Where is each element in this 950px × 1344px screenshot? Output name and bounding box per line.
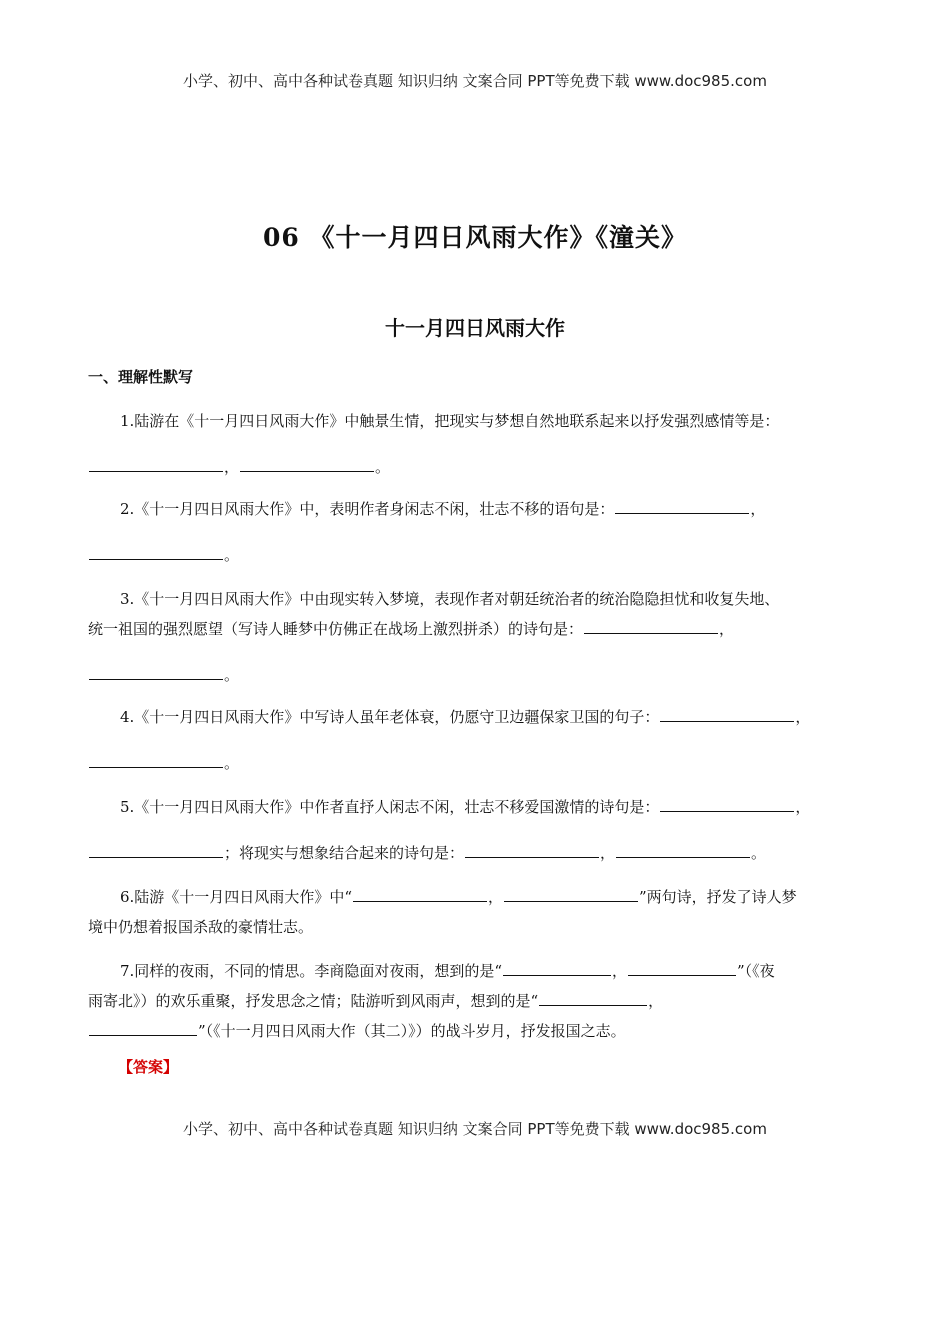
question-7: 7.同样的夜雨，不同的情思。李商隐面对夜雨，想到的是“ ， ”（《夜 雨寄北》）的欢乐重聚，抒发思念之情；陆游听到风雨声，想到的是“ ， ”（《十一月四日风雨大作（其二）》）的战斗岁月，抒发报国之志。 — [88, 956, 863, 1046]
poem-title: 十一月四日风雨大作 — [385, 316, 565, 340]
answer-blank[interactable] — [628, 958, 736, 976]
answer-blank[interactable] — [89, 1018, 197, 1036]
question-1: 1.陆游在《十一月四日风雨大作》中触景生情，把现实与梦想自然地联系起来以抒发强烈感情等是： ， 。 — [88, 406, 863, 482]
question-5: 5.《十一月四日风雨大作》中作者直抒人闲志不闲，壮志不移爱国激情的诗句是： ， ；将现实与想象结合起来的诗句是： ， 。 — [88, 792, 863, 868]
question-2: 2.《十一月四日风雨大作》中，表明作者身闲志不闲，壮志不移的语句是： ， 。 — [88, 494, 863, 570]
answer-blank[interactable] — [89, 542, 223, 560]
question-4: 4.《十一月四日风雨大作》中写诗人虽年老体衰，仍愿守卫边疆保家卫国的句子： ， 。 — [88, 702, 863, 778]
answer-label: 【答案】 — [118, 1058, 179, 1076]
answer-blank[interactable] — [660, 704, 794, 722]
page-footer: 小学、初中、高中各种试卷真题 知识归纳 文案合同 PPT等免费下载 www.doc985.com — [183, 1120, 767, 1138]
answer-blank[interactable] — [503, 958, 611, 976]
answer-blank[interactable] — [89, 840, 223, 858]
answer-blank[interactable] — [89, 750, 223, 768]
answer-blank[interactable] — [89, 454, 223, 472]
answer-blank[interactable] — [465, 840, 599, 858]
answer-blank[interactable] — [584, 616, 718, 634]
answer-blank[interactable] — [89, 662, 223, 680]
question-3: 3.《十一月四日风雨大作》中由现实转入梦境，表现作者对朝廷统治者的统治隐隐担忧和收复失地、 统一祖国的强烈愿望（写诗人睡梦中仿佛正在战场上激烈拼杀）的诗句是： ， 。 — [88, 590, 780, 684]
section-heading: 一、理解性默写 — [88, 368, 194, 386]
page-title: 06 《十一月四日风雨大作》《潼关》 — [263, 223, 687, 252]
answer-blank[interactable] — [240, 454, 374, 472]
question-6: 6.陆游《十一月四日风雨大作》中“ ， ”两句诗，抒发了诗人梦 境中仍想着报国杀敌的豪情壮志。 — [88, 882, 863, 942]
answer-blank[interactable] — [539, 988, 647, 1006]
page-header: 小学、初中、高中各种试卷真题 知识归纳 文案合同 PPT等免费下载 www.doc985.com — [183, 72, 767, 90]
answer-blank[interactable] — [660, 794, 794, 812]
answer-blank[interactable] — [353, 884, 487, 902]
answer-blank[interactable] — [504, 884, 638, 902]
answer-blank[interactable] — [616, 840, 750, 858]
answer-blank[interactable] — [615, 496, 749, 514]
